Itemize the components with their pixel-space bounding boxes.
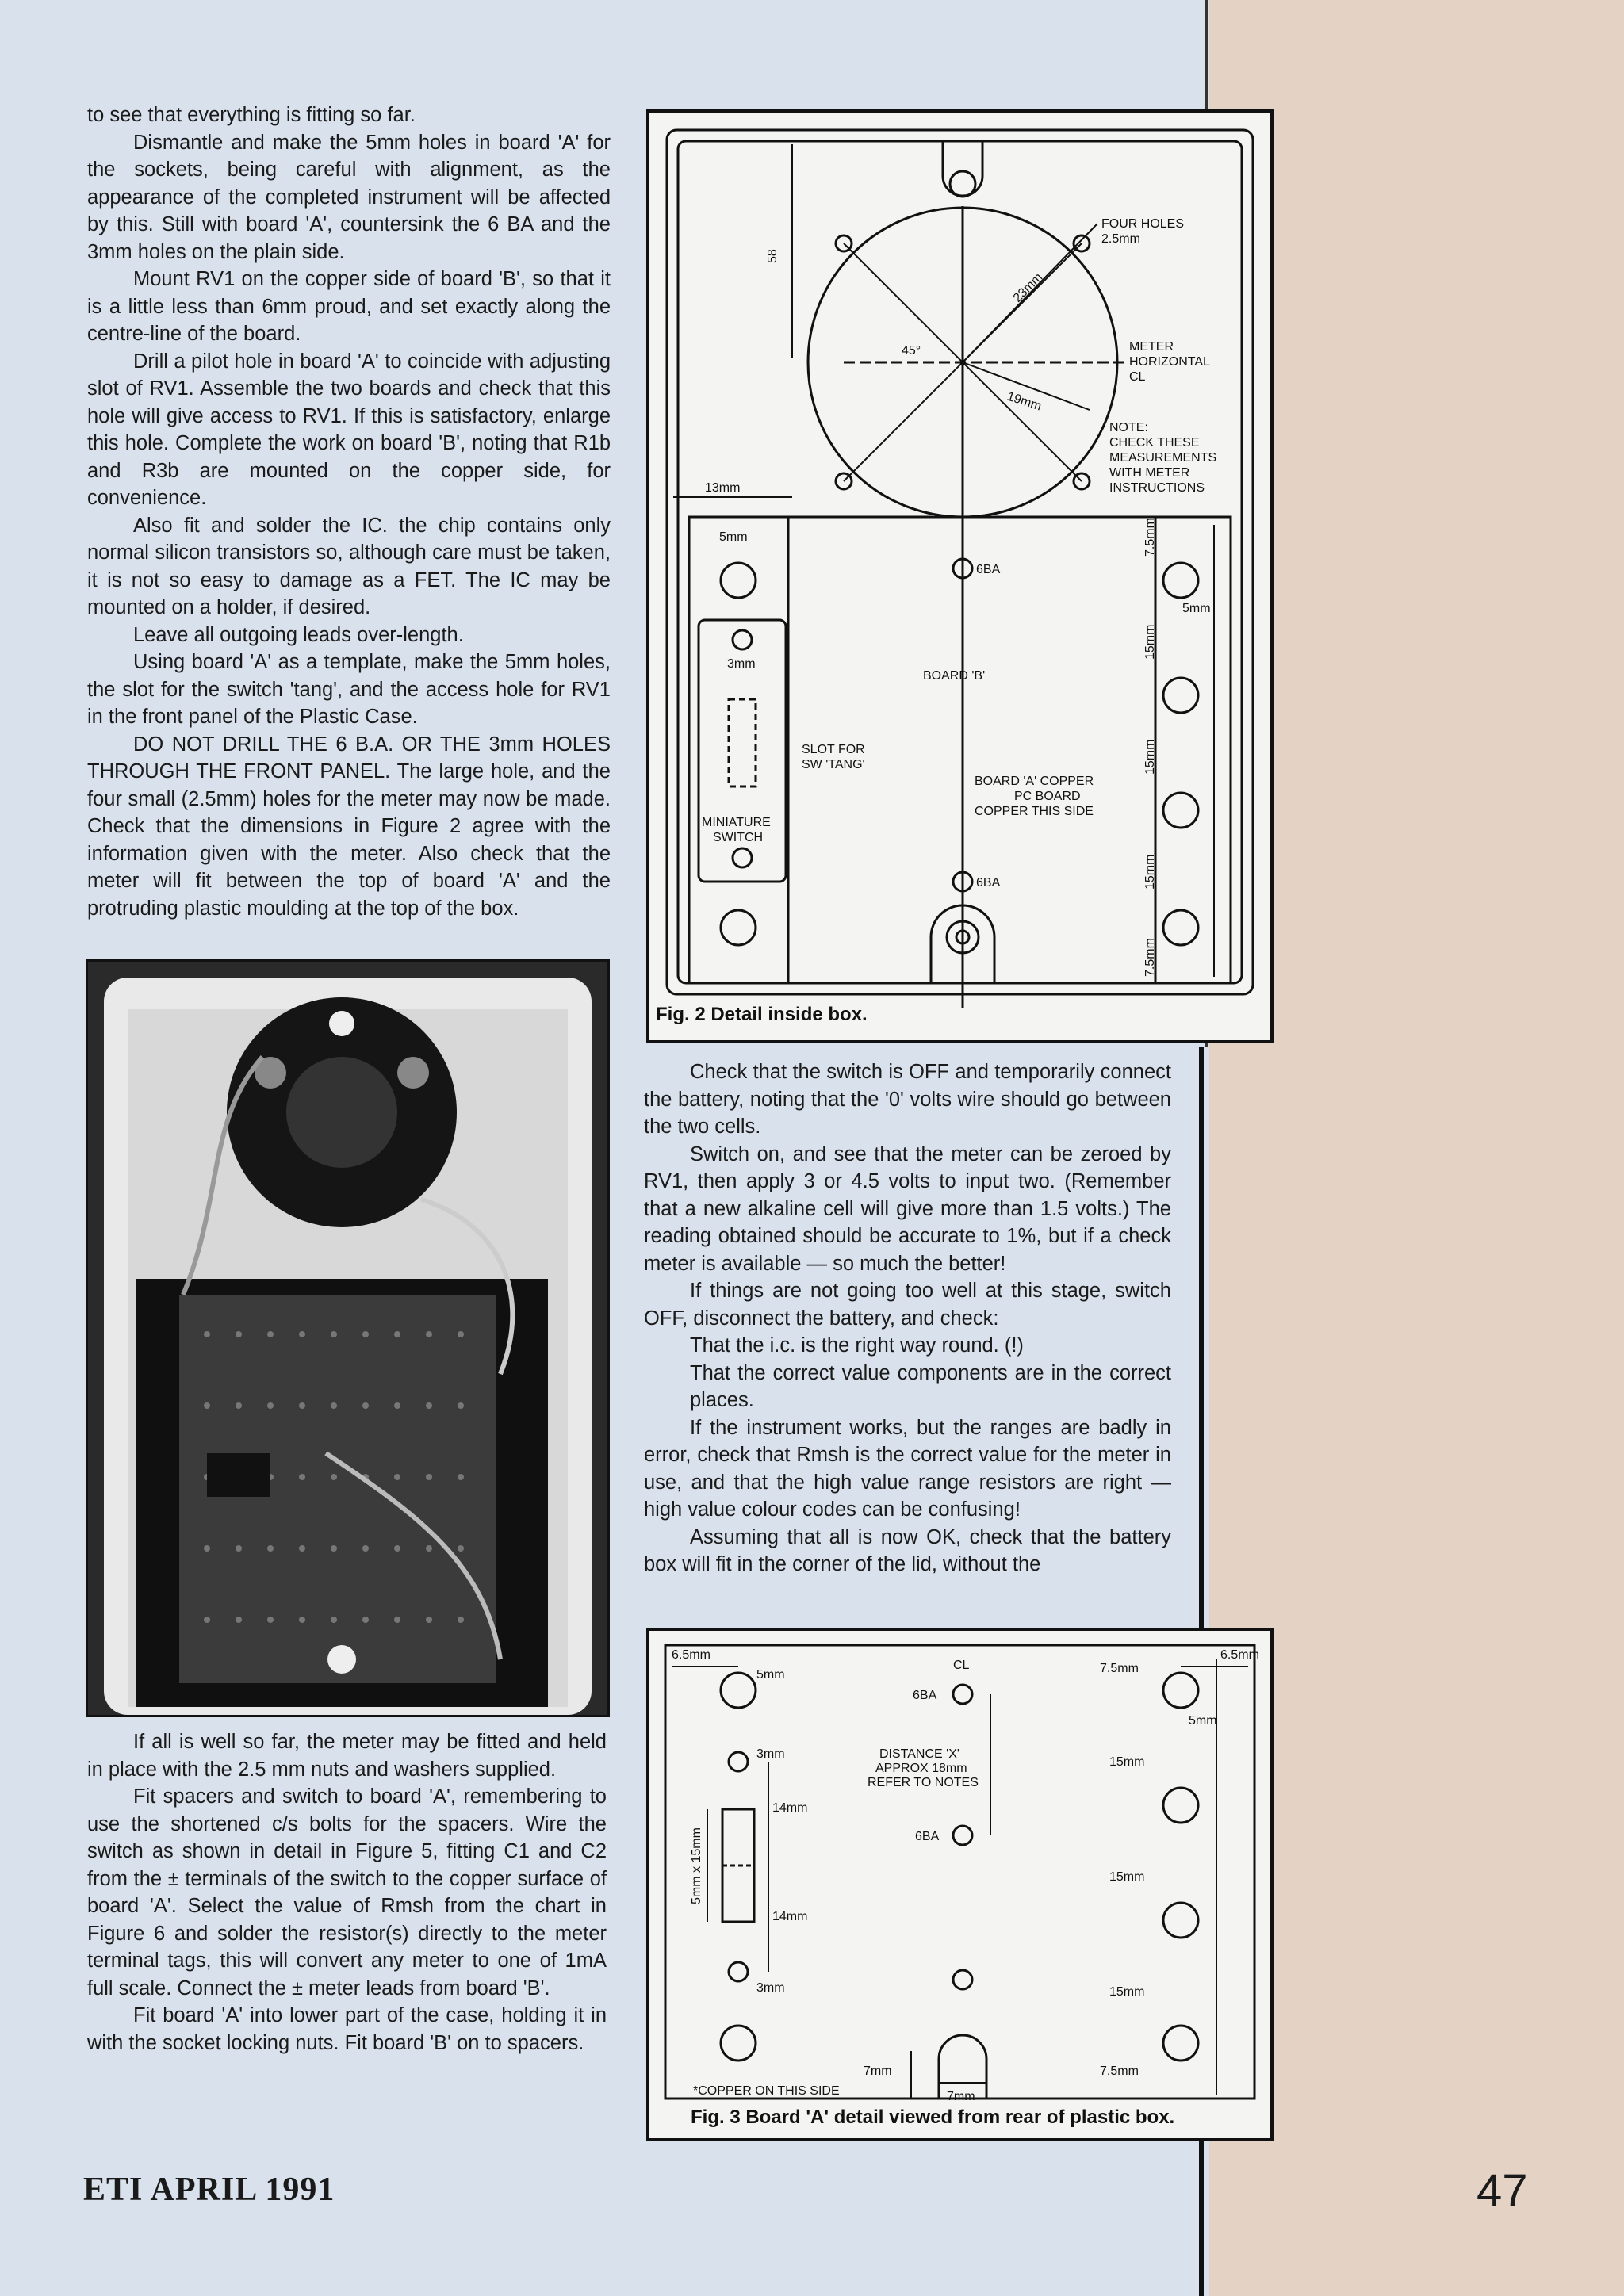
label-15mm-a: 15mm [1109,1755,1145,1769]
label-distance-2: APPROX 18mm [875,1762,967,1775]
label-15mm-c: 15mm [1143,854,1157,890]
label-four-holes: FOUR HOLES [1101,217,1185,231]
circuit-board-photo [86,959,610,1717]
paragraph: to see that everything is fitting so far. [87,104,416,126]
label-15mm-b: 15mm [1143,739,1157,775]
label-copper-side: *COPPER ON THIS SIDE [693,2084,840,2098]
label-slot-1: SLOT FOR [802,743,865,756]
label-board-a-3: COPPER THIS SIDE [975,805,1094,818]
label-mini-2: SWITCH [713,831,764,844]
label-13mm: 13mm [705,481,741,495]
label-6ba-top: 6BA [976,563,1001,576]
figure-3 [646,1628,1274,2141]
label-15mm-b: 15mm [1109,1870,1145,1884]
figure-2-caption: Fig. 2 Detail inside box. [656,1004,868,1025]
label-5mm-right: 5mm [1182,602,1211,615]
paragraph: Using board 'A' as a template, make the 5mm holes, the slot for the switch 'tang', and the access hole for RV1 in the front panel of the Plastic Case. [87,651,611,728]
label-75mm-bottom: 7.5mm [1143,938,1157,977]
paragraph: If things are not going too well at this stage, switch OFF, disconnect the battery, and check: [644,1280,1171,1330]
label-board-a-1: BOARD 'A' COPPER [975,775,1094,788]
label-14mm-top: 14mm [772,1801,808,1815]
label-cl: CL [953,1659,970,1672]
label-board-a-2: PC BOARD [1014,790,1081,803]
label-23mm: 23mm [1010,270,1046,305]
label-6ba-mid: 6BA [915,1830,940,1843]
left-column-top-text [87,101,611,922]
label-5mm-right: 5mm [1189,1714,1217,1728]
label-45-deg: 45° [902,344,921,358]
label-board-b: BOARD 'B' [923,669,986,683]
label-four-holes-size: 2.5mm [1101,232,1140,246]
label-14mm-bottom: 14mm [772,1910,808,1923]
label-note-2: CHECK THESE [1109,436,1200,450]
label-note-1: NOTE: [1109,421,1148,434]
paragraph: If the instrument works, but the ranges are badly in error, check that Rmsh is the correct value for the meter in use, and that the high value range resistors are right — high value colour codes can be confusing! [644,1416,1171,1521]
label-meter-2: HORIZONTAL [1129,355,1210,369]
label-3mm: 3mm [727,657,756,671]
label-note-5: INSTRUCTIONS [1109,481,1205,495]
label-7mm-horizontal: 7mm [947,2090,975,2103]
paragraph: Drill a pilot hole in board 'A' to coincide with adjusting slot of RV1. Assemble the two boards and check that this hole will give access to RV1. If this is satisfactory, enlarge this hole. Complete the work on board 'B', noting that R1b and R3b are mounted on the copper side, for convenience. [87,350,611,509]
paragraph: Switch on, and see that the meter can be zeroed by RV1, then apply 3 or 4.5 volts to input two. (Remember that a new alkaline cell will give more than 1.5 volts.) The reading obtained should be accurate to 1%, but if a check meter is available — so much the better! [644,1142,1171,1275]
label-7-5mm-bottom: 7.5mm [1100,2064,1139,2078]
paragraph: Assuming that all is now OK, check that the battery box will fit in the corner of the lid, without the [644,1525,1171,1575]
label-mini-1: MINIATURE [702,816,771,829]
magazine-footer: ETI APRIL 1991 [83,2172,335,2208]
figure-2-drawing [649,113,1270,1040]
label-19mm: 19mm [1005,389,1044,414]
figure-2 [646,109,1274,1043]
label-75mm-top: 7.5mm [1143,518,1157,557]
paragraph: Check that the switch is OFF and temporarily connect the battery, noting that the '0' volts wire should go between the two cells. [644,1061,1171,1138]
paragraph: Also fit and solder the IC. the chip contains only normal silicon transistors so, although care must be taken, it is not so easy to damage as a FET. The IC may be mounted on a holder, if desired. [87,514,611,618]
label-distance-3: REFER TO NOTES [868,1776,979,1789]
label-7-5mm-top: 7.5mm [1100,1662,1139,1675]
label-6-5mm-left: 6.5mm [672,1648,710,1662]
label-slot-2: SW 'TANG' [802,758,865,771]
paragraph: Dismantle and make the 5mm holes in board 'A' for the sockets, being careful with alignment, as the appearance of the completed instrument will be affected by this. Still with board 'A', countersink the 6 BA and the 3mm holes on the plain side. [87,131,611,263]
paragraph: If all is well so far, the meter may be fitted and held in place with the 2.5 mm nuts and washers supplied. [87,1731,607,1781]
figure-3-drawing [649,1631,1270,2138]
label-meter-3: CL [1129,370,1146,384]
label-3mm-bottom: 3mm [756,1981,785,1995]
paragraph: Leave all outgoing leads over-length. [133,623,464,646]
paragraph: That the correct value components are in the correct places. [690,1361,1171,1411]
page-number: 47 [1477,2165,1528,2217]
paragraph: Fit spacers and switch to board 'A', remembering to use the shortened c/s bolts for the spacers. Wire the switch as shown in detail in Figure 5, fitting C1 and C2 from the ± terminals of the switch to the copper surface of board 'A'. Select the value of Rmsh from the chart in Figure 6 and solder the resistor(s) directly to the meter terminal tags, this will convert any meter to one of 1mA full scale. Connect the ± meter leads from board 'B'. [87,1785,607,1999]
paragraph: Fit board 'A' into lower part of the case, holding it in with the socket locking nuts. Fit board 'B' on to spacers. [87,2004,607,2054]
right-column-text [644,1058,1171,1578]
label-6ba-bottom: 6BA [976,876,1001,890]
label-6-5mm-right: 6.5mm [1220,1648,1259,1662]
paragraph: That the i.c. is the right way round. (!) [690,1334,1024,1357]
label-note-4: WITH METER [1109,466,1190,480]
label-15mm-a: 15mm [1143,624,1157,660]
label-6ba-top: 6BA [913,1689,937,1702]
photo-illustration [88,962,607,1715]
label-5mm-left: 5mm [756,1668,785,1682]
label-note-3: MEASUREMENTS [1109,451,1217,465]
label-slot-dimension: 5mm x 15mm [690,1827,703,1904]
label-5mm-left: 5mm [719,530,748,544]
label-3mm-top: 3mm [756,1747,785,1761]
paragraph: DO NOT DRILL THE 6 B.A. OR THE 3mm HOLES THROUGH THE FRONT PANEL. The large hole, and the four small (2.5mm) holes for the meter may now be made. Check that the dimensions in Figure 2 agree with the information given with the meter. Also check that the meter will fit between the top of board 'A' and the protruding plastic moulding at the top of the box. [87,733,611,920]
figure-3-caption: Fig. 3 Board 'A' detail viewed from rear of plastic box. [691,2107,1175,2128]
left-column-bottom-text [87,1728,607,2057]
paragraph: Mount RV1 on the copper side of board 'B', so that it is a little less than 6mm proud, and set exactly along the centre-line of the board. [87,268,611,345]
label-distance-1: DISTANCE 'X' [879,1747,959,1761]
label-meter-1: METER [1129,340,1174,354]
label-58: 58 [766,249,779,263]
label-15mm-c: 15mm [1109,1985,1145,1999]
label-7mm-vertical: 7mm [864,2064,892,2078]
